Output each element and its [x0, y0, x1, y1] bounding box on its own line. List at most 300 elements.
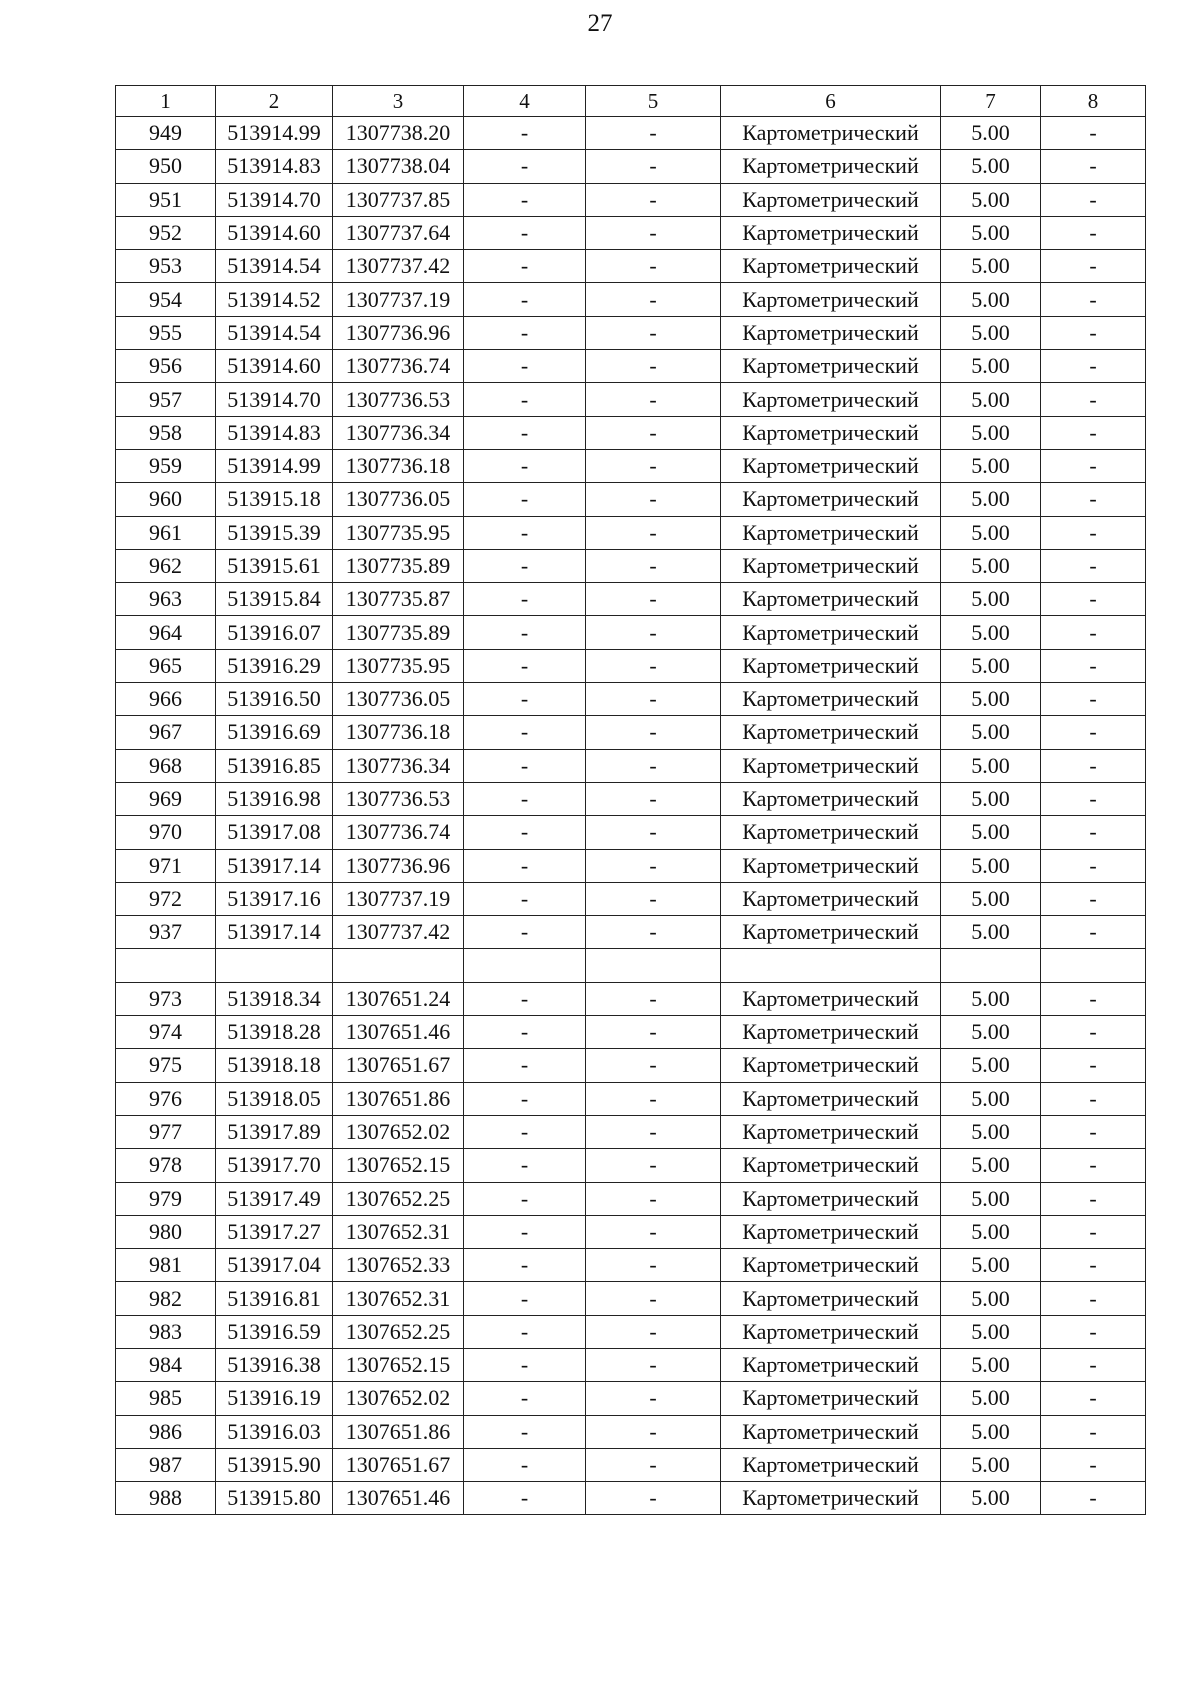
column-5-cell: -	[586, 1082, 721, 1115]
y-coordinate-cell: 1307735.89	[333, 616, 464, 649]
x-coordinate-cell: 513917.27	[216, 1215, 333, 1248]
accuracy-cell: 5.00	[941, 749, 1041, 782]
method-cell: Картометрический	[721, 1149, 941, 1182]
accuracy-cell: 5.00	[941, 516, 1041, 549]
column-header: 4	[464, 86, 586, 117]
y-coordinate-cell: 1307651.46	[333, 1016, 464, 1049]
column-8-cell: -	[1041, 1348, 1146, 1381]
page-number: 27	[587, 10, 613, 37]
header-row	[116, 86, 1146, 117]
column-8-cell: -	[1041, 683, 1146, 716]
method-cell: Картометрический	[721, 1482, 941, 1515]
accuracy-cell: 5.00	[941, 250, 1041, 283]
column-8-cell: -	[1041, 583, 1146, 616]
table-row	[116, 216, 1146, 249]
table-row	[116, 416, 1146, 449]
point-number-cell: 949	[116, 117, 216, 150]
table-row	[116, 250, 1146, 283]
column-4-cell: -	[464, 483, 586, 516]
table-row	[116, 1249, 1146, 1282]
table-row	[116, 716, 1146, 749]
accuracy-cell: 5.00	[941, 1016, 1041, 1049]
accuracy-cell: 5.00	[941, 1215, 1041, 1248]
x-coordinate-cell: 513916.50	[216, 683, 333, 716]
y-coordinate-cell: 1307651.67	[333, 1448, 464, 1481]
method-cell: Картометрический	[721, 117, 941, 150]
column-4-cell: -	[464, 1382, 586, 1415]
column-8-cell: -	[1041, 1282, 1146, 1315]
table-row	[116, 150, 1146, 183]
column-header: 6	[721, 86, 941, 117]
column-5-cell: -	[586, 916, 721, 949]
column-4-cell: -	[464, 583, 586, 616]
column-8-cell: -	[1041, 749, 1146, 782]
y-coordinate-cell: 1307736.18	[333, 449, 464, 482]
y-coordinate-cell: 1307736.53	[333, 383, 464, 416]
column-5-cell: -	[586, 583, 721, 616]
table-body	[116, 117, 1146, 1515]
x-coordinate-cell: 513918.34	[216, 982, 333, 1015]
x-coordinate-cell: 513915.84	[216, 583, 333, 616]
column-8-cell: -	[1041, 1016, 1146, 1049]
point-number-cell: 961	[116, 516, 216, 549]
x-coordinate-cell: 513916.38	[216, 1348, 333, 1381]
point-number-cell: 970	[116, 816, 216, 849]
column-4-cell: -	[464, 350, 586, 383]
accuracy-cell: 5.00	[941, 483, 1041, 516]
column-8-cell: -	[1041, 183, 1146, 216]
coordinates-table	[115, 85, 1146, 1515]
point-number-cell: 973	[116, 982, 216, 1015]
y-coordinate-cell: 1307652.25	[333, 1315, 464, 1348]
y-coordinate-cell: 1307651.24	[333, 982, 464, 1015]
accuracy-cell: 5.00	[941, 982, 1041, 1015]
y-coordinate-cell: 1307735.87	[333, 583, 464, 616]
column-4-cell: -	[464, 316, 586, 349]
method-cell: Картометрический	[721, 583, 941, 616]
method-cell: Картометрический	[721, 1348, 941, 1381]
accuracy-cell: 5.00	[941, 849, 1041, 882]
column-8-cell: -	[1041, 1182, 1146, 1215]
column-8-cell: -	[1041, 117, 1146, 150]
method-cell: Картометрический	[721, 716, 941, 749]
column-4-cell: -	[464, 250, 586, 283]
table-row	[116, 1448, 1146, 1481]
point-number-cell: 969	[116, 782, 216, 815]
column-4-cell: -	[464, 117, 586, 150]
column-5-cell	[586, 949, 721, 982]
y-coordinate-cell: 1307737.42	[333, 250, 464, 283]
y-coordinate-cell: 1307738.04	[333, 150, 464, 183]
y-coordinate-cell: 1307735.89	[333, 549, 464, 582]
point-number-cell: 981	[116, 1249, 216, 1282]
y-coordinate-cell: 1307737.85	[333, 183, 464, 216]
method-cell: Картометрический	[721, 882, 941, 915]
y-coordinate-cell: 1307736.96	[333, 316, 464, 349]
column-header: 1	[116, 86, 216, 117]
method-cell: Картометрический	[721, 350, 941, 383]
accuracy-cell: 5.00	[941, 1382, 1041, 1415]
y-coordinate-cell: 1307736.34	[333, 749, 464, 782]
column-8-cell: -	[1041, 982, 1146, 1015]
column-8-cell: -	[1041, 1448, 1146, 1481]
accuracy-cell: 5.00	[941, 449, 1041, 482]
table-row	[116, 1115, 1146, 1148]
column-5-cell: -	[586, 250, 721, 283]
y-coordinate-cell: 1307651.67	[333, 1049, 464, 1082]
table-row	[116, 383, 1146, 416]
column-8-cell: -	[1041, 516, 1146, 549]
x-coordinate-cell: 513914.60	[216, 350, 333, 383]
point-number-cell: 957	[116, 383, 216, 416]
y-coordinate-cell: 1307736.74	[333, 350, 464, 383]
y-coordinate-cell: 1307652.31	[333, 1282, 464, 1315]
x-coordinate-cell: 513914.70	[216, 383, 333, 416]
x-coordinate-cell: 513914.52	[216, 283, 333, 316]
point-number-cell: 987	[116, 1448, 216, 1481]
y-coordinate-cell	[333, 949, 464, 982]
table-row	[116, 916, 1146, 949]
accuracy-cell: 5.00	[941, 716, 1041, 749]
method-cell: Картометрический	[721, 150, 941, 183]
column-8-cell: -	[1041, 1082, 1146, 1115]
method-cell: Картометрический	[721, 1382, 941, 1415]
table-row	[116, 1482, 1146, 1515]
column-5-cell: -	[586, 649, 721, 682]
column-8-cell: -	[1041, 1482, 1146, 1515]
point-number-cell: 972	[116, 882, 216, 915]
x-coordinate-cell: 513914.54	[216, 250, 333, 283]
column-8-cell: -	[1041, 1249, 1146, 1282]
y-coordinate-cell: 1307651.46	[333, 1482, 464, 1515]
point-number-cell: 976	[116, 1082, 216, 1115]
accuracy-cell: 5.00	[941, 1282, 1041, 1315]
y-coordinate-cell: 1307736.74	[333, 816, 464, 849]
column-5-cell: -	[586, 283, 721, 316]
y-coordinate-cell: 1307652.31	[333, 1215, 464, 1248]
x-coordinate-cell: 513917.04	[216, 1249, 333, 1282]
column-8-cell: -	[1041, 1382, 1146, 1415]
x-coordinate-cell: 513917.89	[216, 1115, 333, 1148]
column-4-cell: -	[464, 1115, 586, 1148]
x-coordinate-cell: 513918.05	[216, 1082, 333, 1115]
method-cell: Картометрический	[721, 649, 941, 682]
column-4-cell	[464, 949, 586, 982]
point-number-cell: 975	[116, 1049, 216, 1082]
x-coordinate-cell: 513916.07	[216, 616, 333, 649]
point-number-cell: 956	[116, 350, 216, 383]
accuracy-cell: 5.00	[941, 150, 1041, 183]
column-header: 3	[333, 86, 464, 117]
column-8-cell: -	[1041, 283, 1146, 316]
x-coordinate-cell: 513914.99	[216, 449, 333, 482]
y-coordinate-cell: 1307652.15	[333, 1348, 464, 1381]
table-row	[116, 1149, 1146, 1182]
column-5-cell: -	[586, 1182, 721, 1215]
column-4-cell: -	[464, 1249, 586, 1282]
y-coordinate-cell: 1307735.95	[333, 516, 464, 549]
y-coordinate-cell: 1307737.64	[333, 216, 464, 249]
method-cell: Картометрический	[721, 516, 941, 549]
table-row	[116, 616, 1146, 649]
method-cell: Картометрический	[721, 683, 941, 716]
y-coordinate-cell: 1307737.19	[333, 882, 464, 915]
point-number-cell: 965	[116, 649, 216, 682]
method-cell: Картометрический	[721, 1315, 941, 1348]
column-5-cell: -	[586, 449, 721, 482]
x-coordinate-cell: 513914.60	[216, 216, 333, 249]
y-coordinate-cell: 1307737.19	[333, 283, 464, 316]
column-8-cell: -	[1041, 316, 1146, 349]
column-4-cell: -	[464, 1415, 586, 1448]
accuracy-cell: 5.00	[941, 882, 1041, 915]
column-5-cell: -	[586, 849, 721, 882]
table-row	[116, 1415, 1146, 1448]
method-cell: Картометрический	[721, 1215, 941, 1248]
point-number-cell: 954	[116, 283, 216, 316]
point-number-cell: 971	[116, 849, 216, 882]
point-number-cell: 959	[116, 449, 216, 482]
accuracy-cell: 5.00	[941, 649, 1041, 682]
table-row	[116, 283, 1146, 316]
x-coordinate-cell: 513917.14	[216, 916, 333, 949]
y-coordinate-cell: 1307738.20	[333, 117, 464, 150]
column-4-cell: -	[464, 1182, 586, 1215]
column-header: 2	[216, 86, 333, 117]
accuracy-cell: 5.00	[941, 383, 1041, 416]
column-5-cell: -	[586, 416, 721, 449]
x-coordinate-cell: 513914.99	[216, 117, 333, 150]
column-8-cell	[1041, 949, 1146, 982]
column-header: 8	[1041, 86, 1146, 117]
column-4-cell: -	[464, 449, 586, 482]
column-8-cell: -	[1041, 250, 1146, 283]
column-8-cell: -	[1041, 216, 1146, 249]
accuracy-cell: 5.00	[941, 549, 1041, 582]
accuracy-cell: 5.00	[941, 316, 1041, 349]
method-cell: Картометрический	[721, 250, 941, 283]
column-4-cell: -	[464, 816, 586, 849]
column-5-cell: -	[586, 716, 721, 749]
column-5-cell: -	[586, 1315, 721, 1348]
y-coordinate-cell: 1307736.34	[333, 416, 464, 449]
y-coordinate-cell: 1307736.05	[333, 683, 464, 716]
column-5-cell: -	[586, 483, 721, 516]
method-cell: Картометрический	[721, 1249, 941, 1282]
column-5-cell: -	[586, 516, 721, 549]
table-row	[116, 683, 1146, 716]
point-number-cell: 988	[116, 1482, 216, 1515]
point-number-cell: 950	[116, 150, 216, 183]
x-coordinate-cell: 513918.18	[216, 1049, 333, 1082]
x-coordinate-cell: 513917.14	[216, 849, 333, 882]
x-coordinate-cell: 513914.83	[216, 416, 333, 449]
accuracy-cell: 5.00	[941, 117, 1041, 150]
y-coordinate-cell: 1307736.53	[333, 782, 464, 815]
point-number-cell: 982	[116, 1282, 216, 1315]
column-4-cell: -	[464, 1082, 586, 1115]
point-number-cell: 955	[116, 316, 216, 349]
table-row	[116, 882, 1146, 915]
column-8-cell: -	[1041, 1149, 1146, 1182]
accuracy-cell: 5.00	[941, 782, 1041, 815]
y-coordinate-cell: 1307651.86	[333, 1415, 464, 1448]
column-8-cell: -	[1041, 483, 1146, 516]
column-4-cell: -	[464, 383, 586, 416]
column-8-cell: -	[1041, 449, 1146, 482]
column-8-cell: -	[1041, 916, 1146, 949]
table-row	[116, 1049, 1146, 1082]
table-row	[116, 1215, 1146, 1248]
y-coordinate-cell: 1307736.05	[333, 483, 464, 516]
column-5-cell: -	[586, 1249, 721, 1282]
x-coordinate-cell: 513915.18	[216, 483, 333, 516]
point-number-cell: 979	[116, 1182, 216, 1215]
accuracy-cell: 5.00	[941, 350, 1041, 383]
point-number-cell: 962	[116, 549, 216, 582]
accuracy-cell: 5.00	[941, 1415, 1041, 1448]
y-coordinate-cell: 1307735.95	[333, 649, 464, 682]
column-5-cell: -	[586, 782, 721, 815]
accuracy-cell: 5.00	[941, 1249, 1041, 1282]
method-cell: Картометрический	[721, 449, 941, 482]
column-4-cell: -	[464, 183, 586, 216]
column-5-cell: -	[586, 316, 721, 349]
x-coordinate-cell: 513916.59	[216, 1315, 333, 1348]
x-coordinate-cell: 513917.08	[216, 816, 333, 849]
column-4-cell: -	[464, 516, 586, 549]
x-coordinate-cell: 513914.54	[216, 316, 333, 349]
y-coordinate-cell: 1307652.02	[333, 1382, 464, 1415]
table-row	[116, 117, 1146, 150]
point-number-cell: 966	[116, 683, 216, 716]
column-8-cell: -	[1041, 716, 1146, 749]
y-coordinate-cell: 1307651.86	[333, 1082, 464, 1115]
column-8-cell: -	[1041, 1215, 1146, 1248]
method-cell: Картометрический	[721, 782, 941, 815]
x-coordinate-cell: 513914.83	[216, 150, 333, 183]
accuracy-cell: 5.00	[941, 1115, 1041, 1148]
column-4-cell: -	[464, 882, 586, 915]
y-coordinate-cell: 1307652.33	[333, 1249, 464, 1282]
point-number-cell: 951	[116, 183, 216, 216]
table-row	[116, 1282, 1146, 1315]
accuracy-cell: 5.00	[941, 583, 1041, 616]
table-row	[116, 449, 1146, 482]
column-8-cell: -	[1041, 1115, 1146, 1148]
point-number-cell: 964	[116, 616, 216, 649]
method-cell: Картометрический	[721, 1182, 941, 1215]
column-5-cell: -	[586, 1149, 721, 1182]
x-coordinate-cell: 513918.28	[216, 1016, 333, 1049]
column-5-cell: -	[586, 216, 721, 249]
column-4-cell: -	[464, 782, 586, 815]
column-8-cell: -	[1041, 383, 1146, 416]
accuracy-cell: 5.00	[941, 683, 1041, 716]
method-cell: Картометрический	[721, 216, 941, 249]
accuracy-cell: 5.00	[941, 816, 1041, 849]
column-8-cell: -	[1041, 782, 1146, 815]
point-number-cell: 974	[116, 1016, 216, 1049]
x-coordinate-cell: 513916.29	[216, 649, 333, 682]
column-8-cell: -	[1041, 416, 1146, 449]
method-cell: Картометрический	[721, 1282, 941, 1315]
table-row	[116, 583, 1146, 616]
method-cell: Картометрический	[721, 1115, 941, 1148]
column-8-cell: -	[1041, 849, 1146, 882]
accuracy-cell: 5.00	[941, 1049, 1041, 1082]
column-5-cell: -	[586, 882, 721, 915]
column-5-cell: -	[586, 1448, 721, 1481]
column-5-cell: -	[586, 117, 721, 150]
accuracy-cell: 5.00	[941, 1315, 1041, 1348]
column-5-cell: -	[586, 749, 721, 782]
column-5-cell: -	[586, 549, 721, 582]
table-row	[116, 1082, 1146, 1115]
column-5-cell: -	[586, 1482, 721, 1515]
point-number-cell: 983	[116, 1315, 216, 1348]
column-8-cell: -	[1041, 882, 1146, 915]
table-row	[116, 1182, 1146, 1215]
y-coordinate-cell: 1307736.18	[333, 716, 464, 749]
accuracy-cell: 5.00	[941, 416, 1041, 449]
accuracy-cell: 5.00	[941, 1149, 1041, 1182]
column-4-cell: -	[464, 649, 586, 682]
method-cell: Картометрический	[721, 816, 941, 849]
column-5-cell: -	[586, 1282, 721, 1315]
column-5-cell: -	[586, 1348, 721, 1381]
method-cell: Картометрический	[721, 283, 941, 316]
method-cell: Картометрический	[721, 1016, 941, 1049]
column-4-cell: -	[464, 1448, 586, 1481]
point-number-cell: 960	[116, 483, 216, 516]
point-number-cell: 937	[116, 916, 216, 949]
column-5-cell: -	[586, 1415, 721, 1448]
column-8-cell: -	[1041, 1415, 1146, 1448]
column-5-cell: -	[586, 616, 721, 649]
table-row	[116, 183, 1146, 216]
table-row	[116, 982, 1146, 1015]
x-coordinate-cell: 513917.49	[216, 1182, 333, 1215]
y-coordinate-cell: 1307737.42	[333, 916, 464, 949]
x-coordinate-cell	[216, 949, 333, 982]
table-row	[116, 849, 1146, 882]
table-row	[116, 549, 1146, 582]
column-4-cell: -	[464, 1215, 586, 1248]
point-number-cell	[116, 949, 216, 982]
column-4-cell: -	[464, 1282, 586, 1315]
column-5-cell: -	[586, 1016, 721, 1049]
x-coordinate-cell: 513915.61	[216, 549, 333, 582]
point-number-cell: 967	[116, 716, 216, 749]
point-number-cell: 968	[116, 749, 216, 782]
method-cell: Картометрический	[721, 183, 941, 216]
y-coordinate-cell: 1307652.15	[333, 1149, 464, 1182]
column-5-cell: -	[586, 1382, 721, 1415]
column-4-cell: -	[464, 716, 586, 749]
accuracy-cell: 5.00	[941, 283, 1041, 316]
table-row	[116, 949, 1146, 982]
column-5-cell: -	[586, 1215, 721, 1248]
point-number-cell: 958	[116, 416, 216, 449]
accuracy-cell: 5.00	[941, 916, 1041, 949]
point-number-cell: 977	[116, 1115, 216, 1148]
x-coordinate-cell: 513915.90	[216, 1448, 333, 1481]
x-coordinate-cell: 513915.80	[216, 1482, 333, 1515]
point-number-cell: 963	[116, 583, 216, 616]
column-4-cell: -	[464, 1482, 586, 1515]
column-5-cell: -	[586, 383, 721, 416]
